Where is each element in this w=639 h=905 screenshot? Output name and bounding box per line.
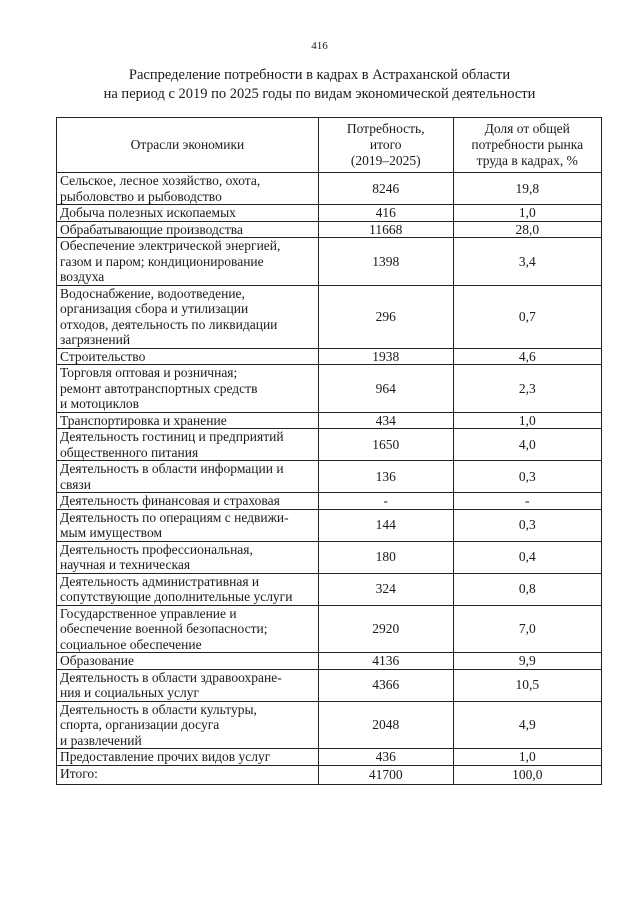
share-value: 2,3 (453, 365, 601, 413)
table-row (57, 605, 602, 653)
document-title (20, 66, 619, 104)
table-row (57, 285, 602, 348)
share-value: 3,4 (453, 238, 601, 286)
table-row (57, 348, 602, 365)
table-row (57, 365, 602, 413)
share-value: 7,0 (453, 605, 601, 653)
need-value: - (318, 493, 453, 510)
need-value: 324 (318, 573, 453, 605)
need-value: 11668 (318, 221, 453, 238)
industry-name: Водоснабжение, водоотведение, организация сбора и утилизации отходов, деятельность по ликвидации загрязнений (57, 285, 319, 348)
table-row (57, 653, 602, 670)
share-value: 4,9 (453, 701, 601, 749)
industry-name: Деятельность в области информации и связи (57, 461, 319, 493)
industry-name: Добыча полезных ископаемых (57, 205, 319, 222)
table-header-row (57, 118, 602, 173)
share-value: 1,0 (453, 205, 601, 222)
table-row (57, 509, 602, 541)
need-value: 2920 (318, 605, 453, 653)
industry-name: Деятельность в области здравоохране- ния и социальных услуг (57, 669, 319, 701)
industry-name: Предоставление прочих видов услуг (57, 749, 319, 766)
title-line-1: Распределение потребности в кадрах в Астраханской области (128, 67, 511, 83)
share-value: 0,8 (453, 573, 601, 605)
share-value: 10,5 (453, 669, 601, 701)
table-row (57, 493, 602, 510)
share-value: 19,8 (453, 173, 601, 205)
need-value: 416 (318, 205, 453, 222)
need-value: 296 (318, 285, 453, 348)
need-value: 8246 (318, 173, 453, 205)
share-value: - (453, 493, 601, 510)
need-value: 2048 (318, 701, 453, 749)
share-value: 9,9 (453, 653, 601, 670)
need-value: 4136 (318, 653, 453, 670)
table-row (57, 173, 602, 205)
industry-name: Образование (57, 653, 319, 670)
share-value: 1,0 (453, 749, 601, 766)
table-row (57, 573, 602, 605)
need-value: 436 (318, 749, 453, 766)
share-value: 4,6 (453, 348, 601, 365)
share-value: 0,3 (453, 461, 601, 493)
industry-name: Деятельность по операциям с недвижи- мым имуществом (57, 509, 319, 541)
share-value: 28,0 (453, 221, 601, 238)
industry-name: Деятельность гостиниц и предприятий общественного питания (57, 429, 319, 461)
table-row (57, 461, 602, 493)
total-share: 100,0 (453, 765, 601, 784)
industry-name: Обеспечение электрической энергией, газом и паром; кондиционирование воздуха (57, 238, 319, 286)
share-value: 0,7 (453, 285, 601, 348)
table-row (57, 669, 602, 701)
industry-name: Деятельность административная и сопутствующие дополнительные услуги (57, 573, 319, 605)
need-value: 964 (318, 365, 453, 413)
table-body (57, 173, 602, 766)
share-value: 0,4 (453, 541, 601, 573)
total-need: 41700 (318, 765, 453, 784)
need-value: 434 (318, 412, 453, 429)
table-row (57, 221, 602, 238)
share-value: 0,3 (453, 509, 601, 541)
table-row (57, 749, 602, 766)
industry-name: Деятельность в области культуры, спорта, организации досуга и развлечений (57, 701, 319, 749)
industry-name: Торговля оптовая и розничная; ремонт автотранспортных средств и мотоциклов (57, 365, 319, 413)
share-value: 4,0 (453, 429, 601, 461)
need-value: 1938 (318, 348, 453, 365)
title-line-2: на период с 2019 по 2025 годы по видам экономической деятельности (103, 86, 536, 102)
page-number: 416 (311, 40, 328, 52)
need-value: 136 (318, 461, 453, 493)
industry-name: Сельское, лесное хозяйство, охота, рыболовство и рыбоводство (57, 173, 319, 205)
header-industry: Отрасли экономики (57, 118, 319, 173)
table-row (57, 412, 602, 429)
need-value: 144 (318, 509, 453, 541)
table-row (57, 205, 602, 222)
need-value: 4366 (318, 669, 453, 701)
table-row (57, 701, 602, 749)
industry-name: Деятельность финансовая и страховая (57, 493, 319, 510)
header-need: Потребность, итого (2019–2025) (318, 118, 453, 173)
total-row (57, 765, 602, 784)
header-share: Доля от общей потребности рынка труда в кадрах, % (453, 118, 601, 173)
industry-name: Обрабатывающие производства (57, 221, 319, 238)
need-value: 180 (318, 541, 453, 573)
staffing-needs-table (56, 117, 602, 785)
need-value: 1650 (318, 429, 453, 461)
industry-name: Деятельность профессиональная, научная и техническая (57, 541, 319, 573)
share-value: 1,0 (453, 412, 601, 429)
industry-name: Государственное управление и обеспечение военной безопасности; социальное обеспечение (57, 605, 319, 653)
need-value: 1398 (318, 238, 453, 286)
industry-name: Строительство (57, 348, 319, 365)
table-row (57, 429, 602, 461)
total-label: Итого: (57, 765, 319, 784)
table-row (57, 238, 602, 286)
table-row (57, 541, 602, 573)
industry-name: Транспортировка и хранение (57, 412, 319, 429)
